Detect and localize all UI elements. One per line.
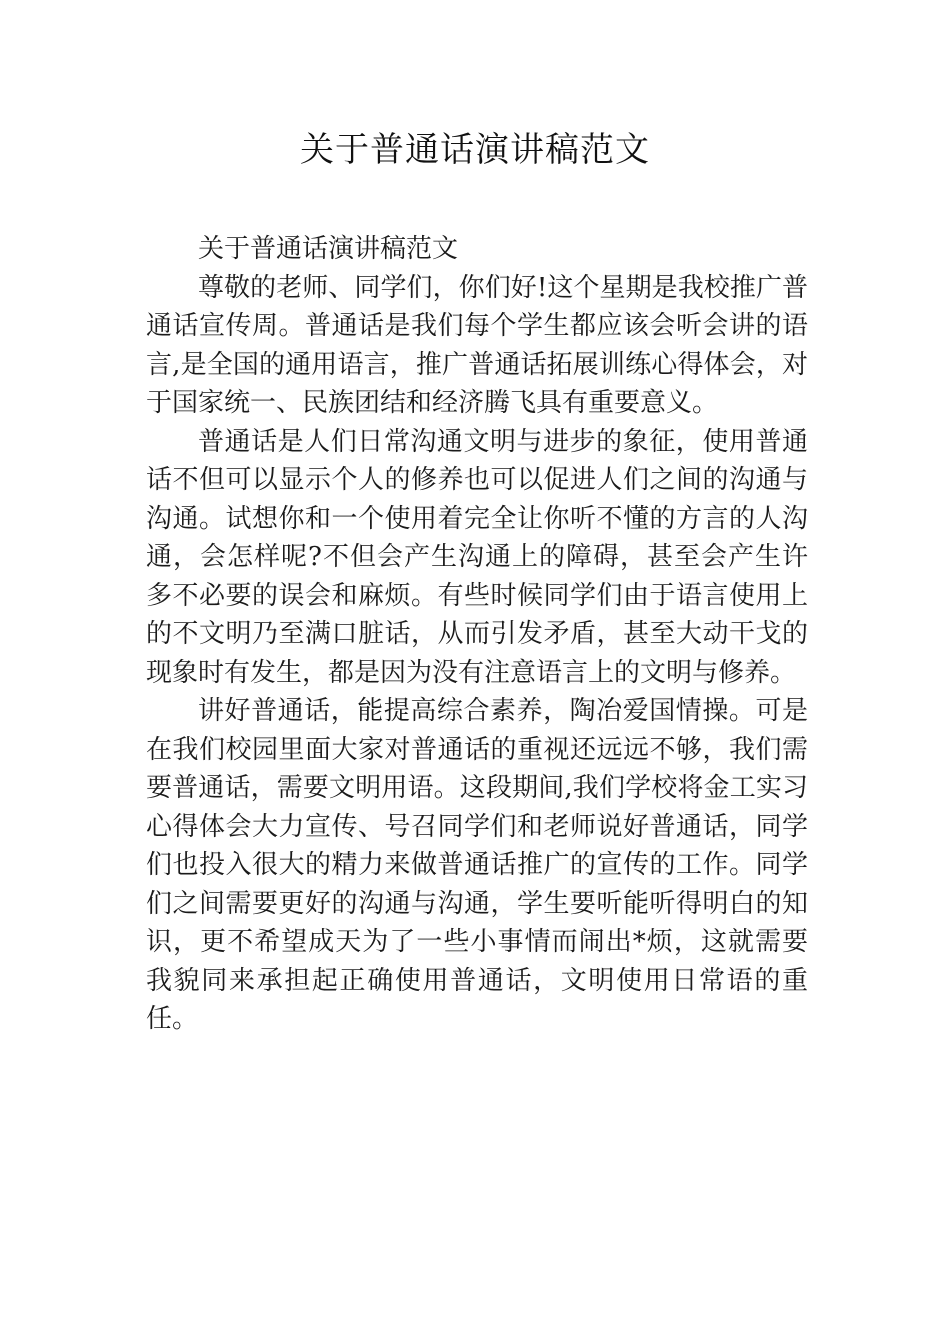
document-title: 关于普通话演讲稿范文: [300, 130, 650, 170]
document-body: [146, 230, 808, 1039]
paragraph-greeting: 尊敬的老师、同学们，你们好!这个星期是我校推广普通话宣传周。普通话是我们每个学生都应该会听会讲的语言,是全国的通用语言，推广普通话拓展训练心得体会，对于国家统一、民族团结和经济腾飞具有重要意义。: [146, 272, 808, 418]
paragraph-subtitle: 关于普通话演讲稿范文: [198, 234, 459, 264]
paragraph-symbol: 普通话是人们日常沟通文明与进步的象征，使用普通话不但可以显示个人的修养也可以促进人们之间的沟通与沟通。试想你和一个使用着完全让你听不懂的方言的人沟通，会怎样呢?不但会产生沟通上的障碍，甚至会产生许多不必要的误会和麻烦。有些时候同学们由于语言使用上的不文明乃至满口脏话，从而引发矛盾，甚至大动干戈的现象时有发生，都是因为没有注意语言上的文明与修养。: [146, 426, 808, 688]
paragraph-campus: 讲好普通话，能提高综合素养，陶冶爱国情操。可是在我们校园里面大家对普通话的重视还远远不够，我们需要普通话，需要文明用语。这段期间,我们学校将金工实习心得体会大力宣传、号召同学们和老师说好普通话，同学们也投入很大的精力来做普通话推广的宣传的工作。同学们之间需要更好的沟通与沟通，学生要听能听得明白的知识，更不希望成天为了一些小事情而闹出*烦，这就需要我貌同来承担起正确使用普通话，文明使用日常语的重任。: [146, 696, 808, 1034]
